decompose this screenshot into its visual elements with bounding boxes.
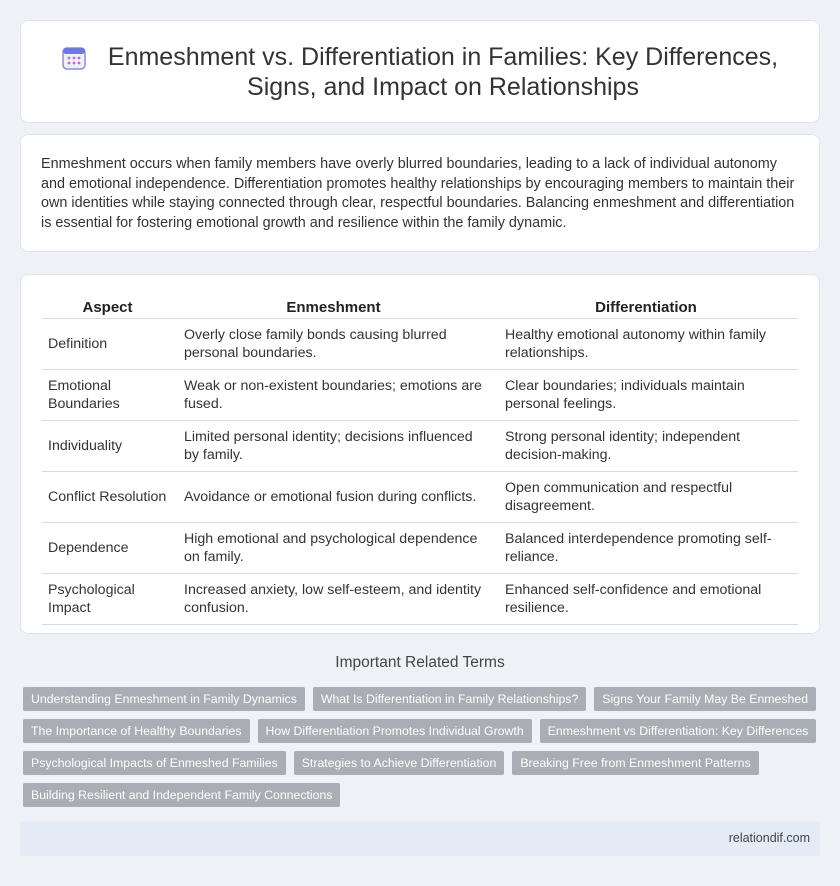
cell-differentiation: Enhanced self-confidence and emotional resilience. — [494, 574, 798, 625]
header-differentiation: Differentiation — [494, 295, 798, 319]
footer-site-link[interactable]: relationdif.com — [728, 831, 810, 845]
footer — [20, 822, 820, 856]
cell-enmeshment: Avoidance or emotional fusion during conflicts. — [173, 472, 494, 523]
cell-enmeshment: Limited personal identity; decisions influenced by family. — [173, 421, 494, 472]
comparison-table — [42, 295, 798, 625]
cell-aspect: Individuality — [42, 421, 173, 472]
cell-differentiation: Balanced interdependence promoting self-reliance. — [494, 523, 798, 574]
comparison-table-card — [20, 274, 820, 634]
related-terms-list — [23, 687, 823, 807]
related-term-tag[interactable]: Understanding Enmeshment in Family Dynamics — [23, 687, 305, 711]
cell-differentiation: Healthy emotional autonomy within family relationships. — [494, 319, 798, 370]
header-card — [20, 20, 820, 123]
related-term-tag[interactable]: Strategies to Achieve Differentiation — [294, 751, 505, 775]
cell-enmeshment: Increased anxiety, low self-esteem, and identity confusion. — [173, 574, 494, 625]
related-term-tag[interactable]: Breaking Free from Enmeshment Patterns — [512, 751, 758, 775]
table-row — [42, 319, 798, 370]
related-term-tag[interactable]: Building Resilient and Independent Family Connections — [23, 783, 340, 807]
related-term-tag[interactable]: Psychological Impacts of Enmeshed Families — [23, 751, 286, 775]
table-header-row — [42, 295, 798, 319]
cell-aspect: Conflict Resolution — [42, 472, 173, 523]
related-term-tag[interactable]: Signs Your Family May Be Enmeshed — [594, 687, 816, 711]
related-term-tag[interactable]: The Importance of Healthy Boundaries — [23, 719, 250, 743]
cell-differentiation: Strong personal identity; independent decision-making. — [494, 421, 798, 472]
related-term-tag[interactable]: What Is Differentiation in Family Relationships? — [313, 687, 586, 711]
intro-paragraph: Enmeshment occurs when family members have overly blurred boundaries, leading to a lack of individual autonomy and emotional independence. Differentiation promotes healthy relationships by encouraging members to maintain their own identities while staying connected through clear, respectful boundaries. Balancing enmeshment and differentiation is essential for fostering emotional growth and resilience within the family dynamic. — [41, 156, 795, 231]
page-title: Enmeshment vs. Differentiation in Families: Key Differences, Signs, and Impact on Relationships — [107, 42, 779, 101]
related-term-tag[interactable]: Enmeshment vs Differentiation: Key Differences — [540, 719, 817, 743]
table-row — [42, 421, 798, 472]
cell-enmeshment: Weak or non-existent boundaries; emotions are fused. — [173, 370, 494, 421]
calendar-icon — [61, 45, 87, 71]
intro-card — [20, 134, 820, 252]
table-row — [42, 472, 798, 523]
header-enmeshment: Enmeshment — [173, 295, 494, 319]
cell-aspect: Psychological Impact — [42, 574, 173, 625]
related-terms-title: Important Related Terms — [335, 654, 505, 671]
cell-enmeshment: Overly close family bonds causing blurred personal boundaries. — [173, 319, 494, 370]
cell-aspect: Definition — [42, 319, 173, 370]
cell-aspect: Emotional Boundaries — [42, 370, 173, 421]
table-row — [42, 523, 798, 574]
header-aspect: Aspect — [42, 295, 173, 319]
table-row — [42, 370, 798, 421]
cell-differentiation: Clear boundaries; individuals maintain personal feelings. — [494, 370, 798, 421]
table-row — [42, 574, 798, 625]
cell-aspect: Dependence — [42, 523, 173, 574]
cell-differentiation: Open communication and respectful disagreement. — [494, 472, 798, 523]
related-term-tag[interactable]: How Differentiation Promotes Individual Growth — [258, 719, 532, 743]
cell-enmeshment: High emotional and psychological dependence on family. — [173, 523, 494, 574]
